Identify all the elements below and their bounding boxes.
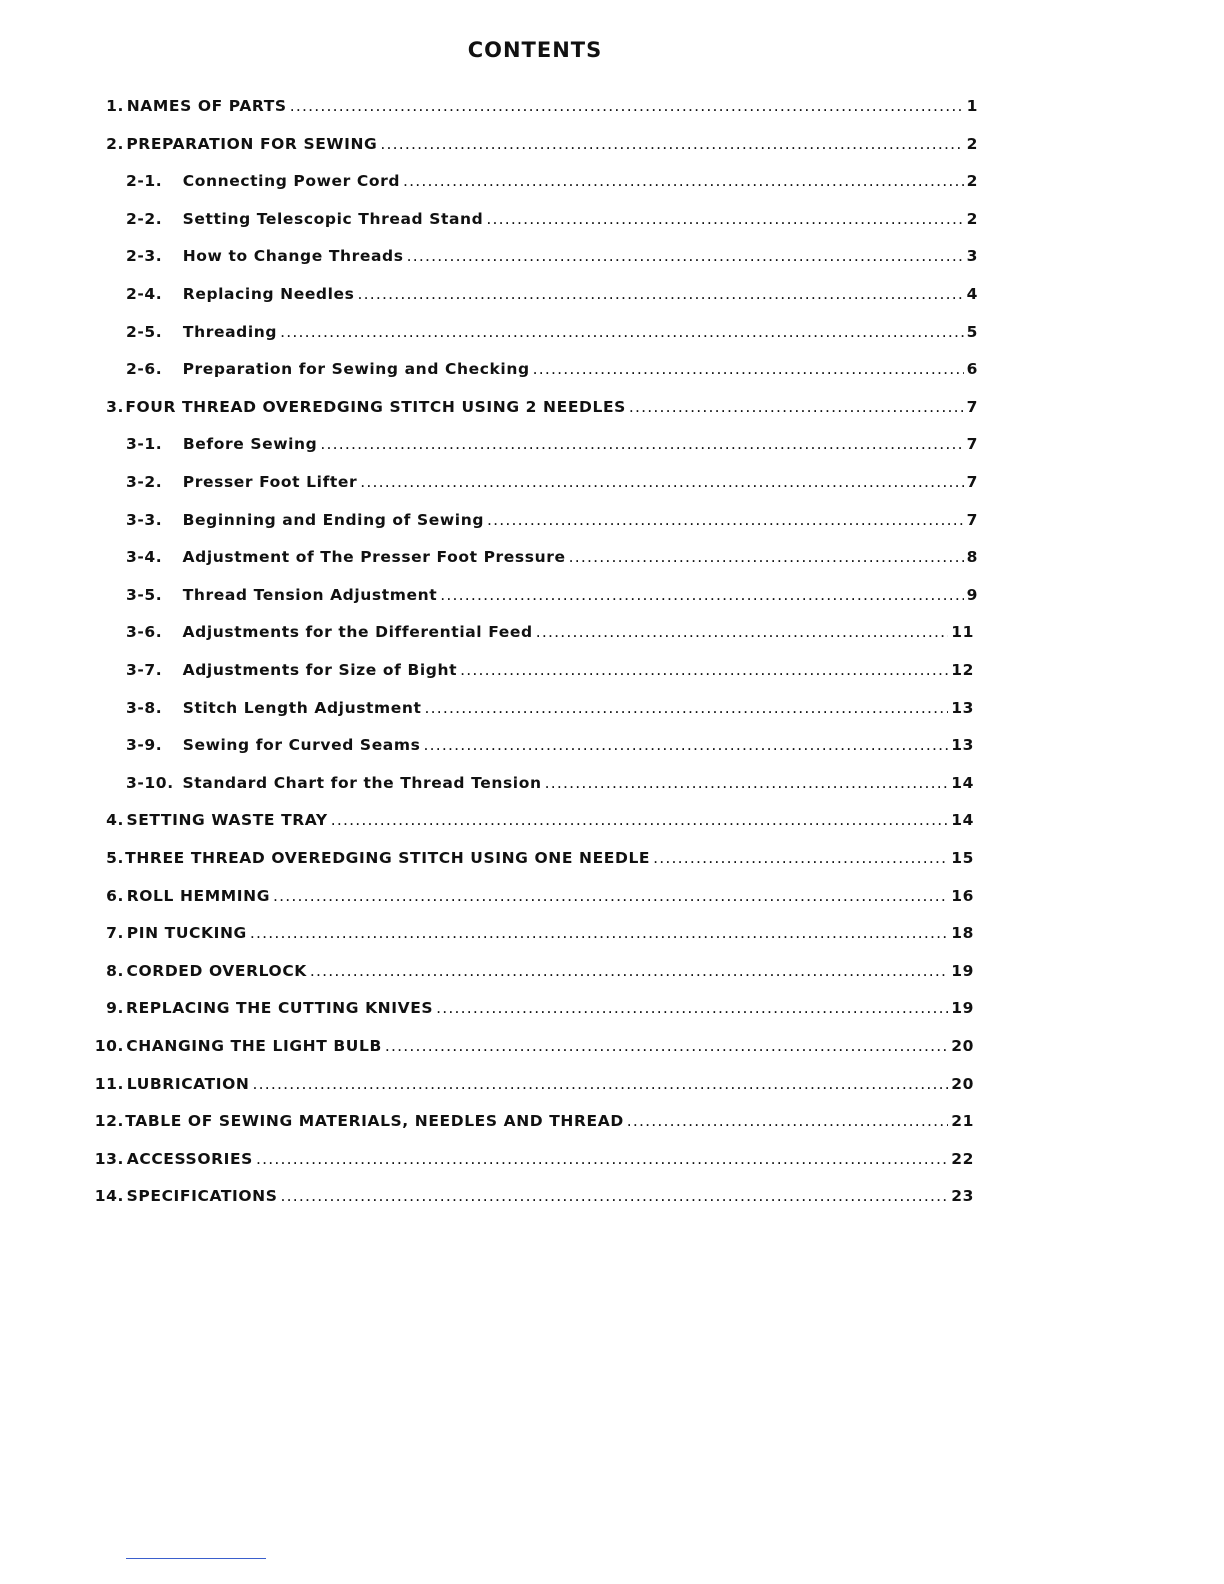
toc-entry xyxy=(126,247,978,269)
toc-entry-number: 3-3. xyxy=(126,511,163,529)
dot-leader xyxy=(407,247,964,265)
toc-entry-number: 3-8. xyxy=(126,699,163,717)
toc-entry xyxy=(78,849,974,871)
toc-entry-number: 7. xyxy=(106,924,124,942)
toc-entry xyxy=(78,999,974,1021)
dot-leader xyxy=(486,210,963,228)
toc-entry-title: SETTING WASTE TRAY xyxy=(126,811,328,829)
toc-entry xyxy=(78,924,974,946)
toc-entry-number: 2. xyxy=(106,135,124,153)
dot-leader xyxy=(629,398,964,416)
toc-entry xyxy=(126,736,974,758)
page-title: CONTENTS xyxy=(467,38,603,62)
dot-leader xyxy=(533,360,964,378)
toc-entry xyxy=(126,360,978,382)
toc-entry xyxy=(78,887,974,909)
toc-entry-number: 4. xyxy=(106,811,124,829)
toc-entry-title: PIN TUCKING xyxy=(126,924,247,942)
toc-entry-title: Preparation for Sewing and Checking xyxy=(182,360,530,378)
toc-entry-title: Before Sewing xyxy=(182,435,318,453)
toc-entry xyxy=(78,1075,974,1097)
toc-entry-page: 6 xyxy=(966,360,978,378)
toc-entry-number: 3-4. xyxy=(126,548,163,566)
dot-leader xyxy=(360,473,963,491)
toc-entry-number: 11. xyxy=(94,1075,124,1093)
toc-entry-number: 3-1. xyxy=(126,435,163,453)
toc-entry-page: 19 xyxy=(951,999,974,1017)
toc-entry-page: 2 xyxy=(966,135,978,153)
toc-entry-title: Sewing for Curved Seams xyxy=(182,736,421,754)
dot-leader xyxy=(290,97,964,115)
dot-leader xyxy=(436,999,948,1017)
toc-entry-page: 19 xyxy=(951,962,974,980)
toc-entry-page: 23 xyxy=(951,1187,974,1205)
toc-entry-title: Threading xyxy=(182,323,278,341)
toc-entry xyxy=(78,962,974,984)
toc-entry-title: NAMES OF PARTS xyxy=(126,97,287,115)
toc-entry-page: 18 xyxy=(951,924,974,942)
dot-leader xyxy=(250,924,948,942)
toc-entry-title: Adjustments for Size of Bight xyxy=(182,661,458,679)
toc-entry-title: CHANGING THE LIGHT BULB xyxy=(126,1037,382,1055)
toc-entry-title: LUBRICATION xyxy=(126,1075,250,1093)
toc-entry-title: ACCESSORIES xyxy=(126,1150,253,1168)
toc-entry-number: 2-4. xyxy=(126,285,163,303)
dot-leader xyxy=(357,285,963,303)
dot-leader xyxy=(280,323,964,341)
toc-entry-number: 3. xyxy=(106,398,124,416)
dot-leader xyxy=(440,586,963,604)
toc-entry xyxy=(78,1150,974,1172)
toc-entry-number: 10. xyxy=(94,1037,124,1055)
toc-entry xyxy=(78,1112,974,1134)
toc-entry-number: 13. xyxy=(94,1150,124,1168)
toc-entry-title: ROLL HEMMING xyxy=(126,887,271,905)
dot-leader xyxy=(331,811,948,829)
toc-entry-page: 3 xyxy=(966,247,978,265)
toc-entry-number: 3-10. xyxy=(126,774,174,792)
dot-leader xyxy=(256,1150,948,1168)
dot-leader xyxy=(385,1037,948,1055)
toc-entry-page: 21 xyxy=(951,1112,974,1130)
toc-entry-title: Standard Chart for the Thread Tension xyxy=(182,774,542,792)
toc-entry-title: Thread Tension Adjustment xyxy=(182,586,438,604)
dot-leader xyxy=(536,623,949,641)
toc-entry-page: 15 xyxy=(951,849,974,867)
dot-leader xyxy=(460,661,948,679)
dot-leader xyxy=(403,172,964,190)
toc-entry-title: FOUR THREAD OVEREDGING STITCH USING 2 NEEDLES xyxy=(125,398,626,416)
toc-entry-number: 2-2. xyxy=(126,210,163,228)
dot-leader xyxy=(569,548,964,566)
toc-entry xyxy=(126,435,978,457)
toc-entry-number: 5. xyxy=(106,849,124,867)
toc-entry xyxy=(78,97,978,119)
dot-leader xyxy=(425,699,949,717)
toc-entry-page: 2 xyxy=(966,172,978,190)
toc-entry xyxy=(126,511,978,533)
toc-entry-title: Replacing Needles xyxy=(182,285,355,303)
dot-leader xyxy=(627,1112,948,1130)
toc-entry-number: 1. xyxy=(106,97,124,115)
toc-entry xyxy=(126,699,974,721)
toc-entry xyxy=(126,661,974,683)
toc-entry-number: 2-1. xyxy=(126,172,163,190)
toc-entry xyxy=(126,172,978,194)
toc-entry-title: CORDED OVERLOCK xyxy=(126,962,307,980)
toc-entry xyxy=(78,811,974,833)
toc-entry xyxy=(126,623,974,645)
dot-leader xyxy=(273,887,948,905)
toc-entry-title: Setting Telescopic Thread Stand xyxy=(182,210,484,228)
toc-entry-page: 20 xyxy=(951,1075,974,1093)
toc-entry-page: 7 xyxy=(966,398,978,416)
toc-entry xyxy=(78,1187,974,1209)
toc-entry-number: 2-3. xyxy=(126,247,163,265)
toc-entry xyxy=(126,473,978,495)
toc-entry-number: 9. xyxy=(106,999,124,1017)
toc-entry-title: Adjustment of The Presser Foot Pressure xyxy=(182,548,566,566)
dot-leader xyxy=(252,1075,948,1093)
toc-entry-number: 3-7. xyxy=(126,661,163,679)
toc-entry-title: REPLACING THE CUTTING KNIVES xyxy=(126,999,434,1017)
toc-entry-title: Presser Foot Lifter xyxy=(182,473,358,491)
dot-leader xyxy=(487,511,964,529)
dot-leader xyxy=(310,962,948,980)
dot-leader xyxy=(545,774,949,792)
toc-entry-title: Stitch Length Adjustment xyxy=(182,699,422,717)
toc-entry-number: 2-6. xyxy=(126,360,163,378)
toc-entry xyxy=(126,210,978,232)
toc-entry-page: 7 xyxy=(966,473,978,491)
toc-entry-page: 2 xyxy=(966,210,978,228)
toc-entry-title: THREE THREAD OVEREDGING STITCH USING ONE NEEDLE xyxy=(125,849,651,867)
toc-entry-number: 12. xyxy=(94,1112,124,1130)
toc-entry-page: 9 xyxy=(966,586,978,604)
toc-entry-number: 3-2. xyxy=(126,473,163,491)
toc-entry xyxy=(78,135,978,157)
toc-entry-title: TABLE OF SEWING MATERIALS, NEEDLES AND THREAD xyxy=(125,1112,624,1130)
toc-entry-page: 13 xyxy=(951,736,974,754)
toc-entry-number: 3-9. xyxy=(126,736,163,754)
toc-entry xyxy=(126,323,978,345)
dot-leader xyxy=(281,1187,949,1205)
toc-entry-title: Connecting Power Cord xyxy=(182,172,401,190)
toc-entry-page: 12 xyxy=(951,661,974,679)
toc-entry-page: 5 xyxy=(966,323,978,341)
toc-entry-number: 14. xyxy=(94,1187,124,1205)
toc-entry xyxy=(126,774,974,796)
toc-entry-title: Adjustments for the Differential Feed xyxy=(182,623,533,641)
footer-rule xyxy=(126,1558,266,1559)
toc-entry-page: 16 xyxy=(951,887,974,905)
toc-entry-title: PREPARATION FOR SEWING xyxy=(126,135,378,153)
toc-entry xyxy=(126,586,978,608)
toc-entry-page: 22 xyxy=(951,1150,974,1168)
toc-entry xyxy=(126,548,978,570)
dot-leader xyxy=(423,736,948,754)
toc-entry-title: How to Change Threads xyxy=(182,247,404,265)
toc-entry-page: 20 xyxy=(951,1037,974,1055)
toc-entry xyxy=(78,398,978,420)
toc-entry-page: 14 xyxy=(951,774,974,792)
toc-entry xyxy=(126,285,978,307)
toc-entry-page: 8 xyxy=(966,548,978,566)
dot-leader xyxy=(320,435,963,453)
dot-leader xyxy=(380,135,963,153)
toc-entry-number: 3-5. xyxy=(126,586,163,604)
toc-entry-page: 4 xyxy=(966,285,978,303)
toc-entry-page: 7 xyxy=(966,435,978,453)
toc-entry-page: 11 xyxy=(951,623,974,641)
toc-entry-number: 3-6. xyxy=(126,623,163,641)
toc-entry-number: 2-5. xyxy=(126,323,163,341)
toc-entry-title: SPECIFICATIONS xyxy=(126,1187,278,1205)
toc-entry-page: 14 xyxy=(951,811,974,829)
toc-entry-page: 13 xyxy=(951,699,974,717)
toc-entry-title: Beginning and Ending of Sewing xyxy=(182,511,485,529)
toc-entry-page: 1 xyxy=(966,97,978,115)
toc-entry-page: 7 xyxy=(966,511,978,529)
toc-entry-number: 6. xyxy=(106,887,124,905)
toc-entry xyxy=(78,1037,974,1059)
dot-leader xyxy=(653,849,948,867)
toc-entry-number: 8. xyxy=(106,962,124,980)
